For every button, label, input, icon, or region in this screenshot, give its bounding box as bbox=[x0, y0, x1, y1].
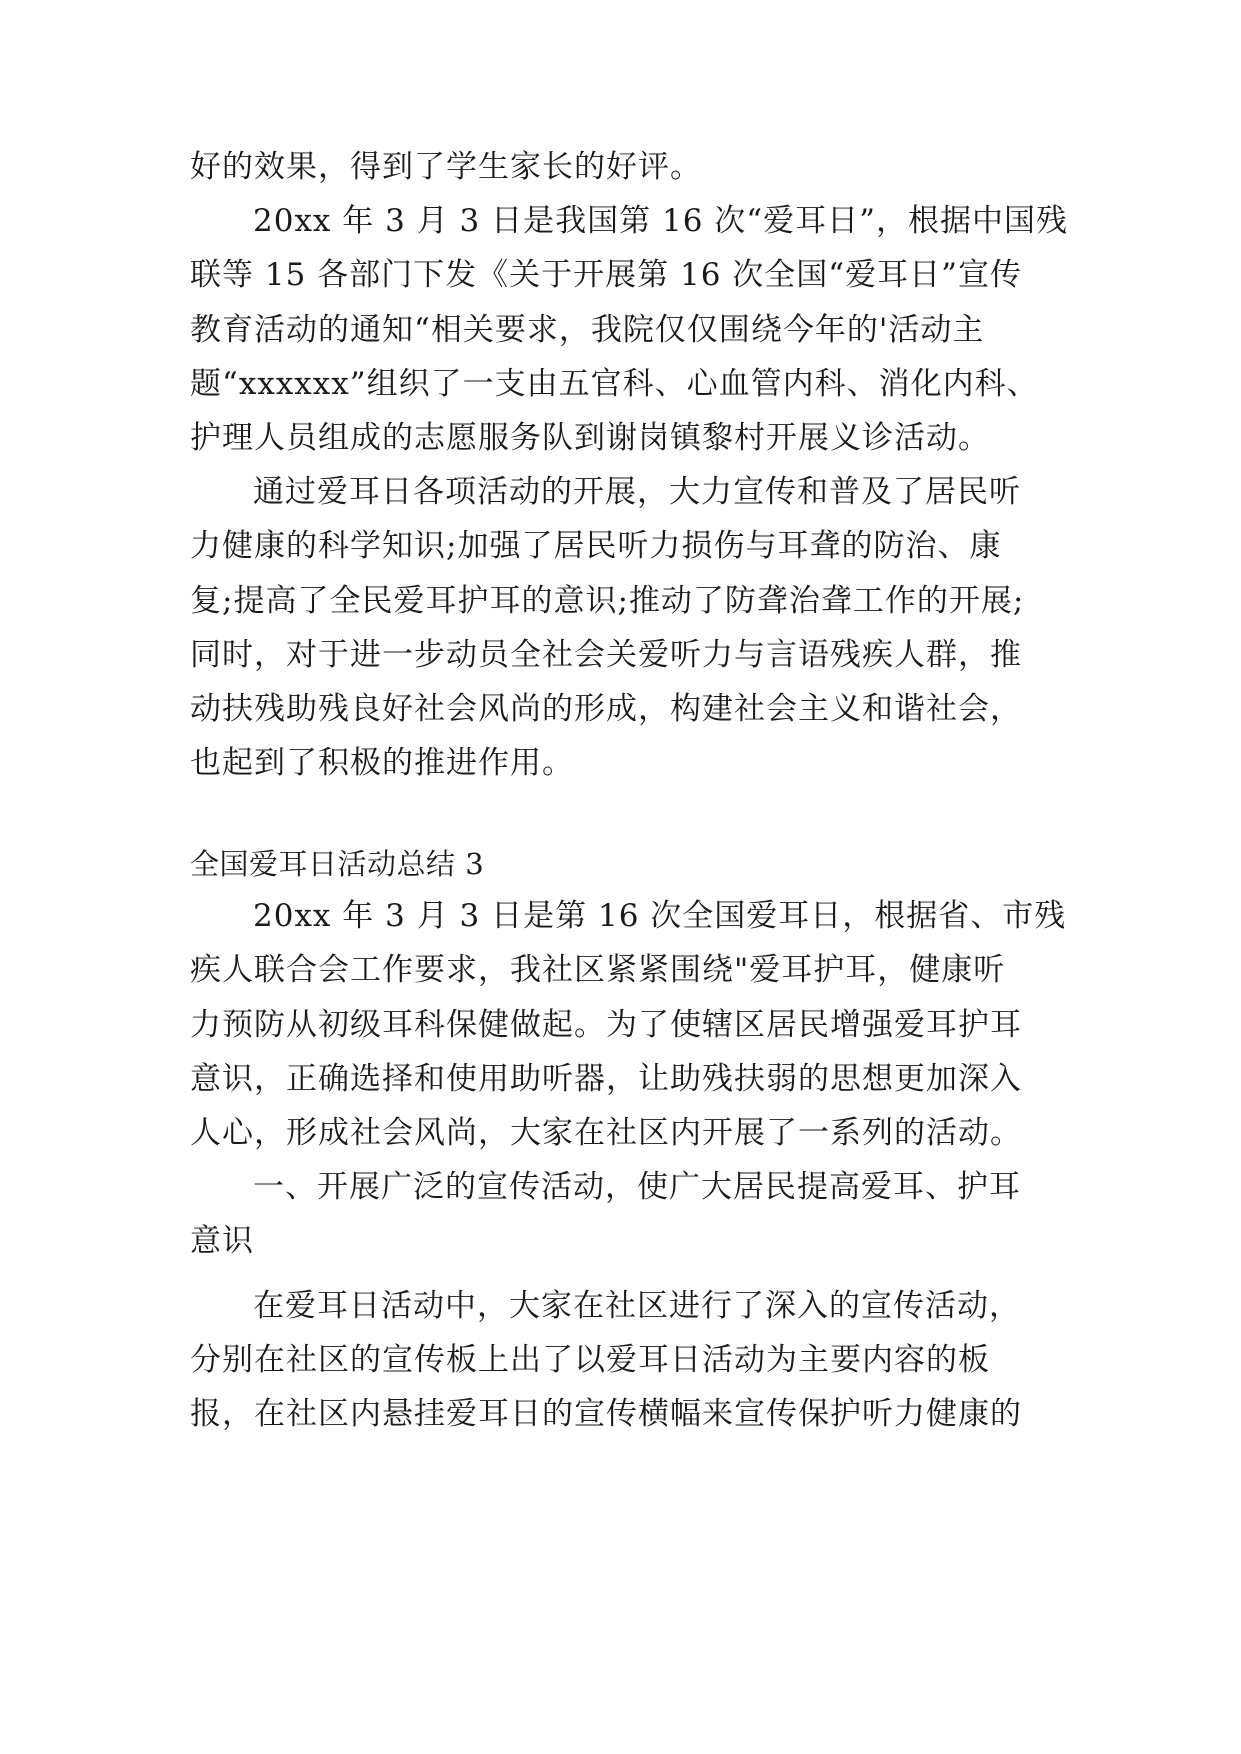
para2-line-2: 联等 15 各部门下发《关于开展第 16 次全国“爱耳日”宣传 bbox=[190, 257, 1023, 293]
para3-line-4: 同时，对于进一步动员全社会关爱听力与言语残疾人群，推 bbox=[190, 637, 1022, 673]
para3-line-2: 力健康的科学知识;加强了居民听力损伤与耳聋的防治、康 bbox=[190, 528, 1002, 564]
section-title: 全国爱耳日活动总结 3 bbox=[190, 847, 485, 881]
para3-line-6: 也起到了积极的推进作用。 bbox=[190, 745, 574, 781]
para3-line-3: 复;提高了全民爱耳护耳的意识;推动了防聋治聋工作的开展; bbox=[190, 583, 1025, 619]
para4-line-3: 力预防从初级耳科保健做起。为了使辖区居民增强爱耳护耳 bbox=[190, 1007, 1022, 1043]
para4-line-2: 疾人联合会工作要求，我社区紧紧围绕"爱耳护耳，健康听 bbox=[190, 952, 1006, 988]
para2-line-5: 护理人员组成的志愿服务队到谢岗镇黎村开展义诊活动。 bbox=[190, 420, 990, 456]
para1-line-1: 好的效果，得到了学生家长的好评。 bbox=[190, 149, 702, 185]
para2-line-1: 20xx 年 3 月 3 日是我国第 16 次“爱耳日”，根据中国残 bbox=[253, 203, 1068, 239]
para6-line-2: 分别在社区的宣传板上出了以爱耳日活动为主要内容的板 bbox=[190, 1342, 990, 1378]
para5-line-1: 一、开展广泛的宣传活动，使广大居民提高爱耳、护耳 bbox=[253, 1169, 1021, 1205]
para2-line-3: 教育活动的通知“相关要求，我院仅仅围绕今年的'活动主 bbox=[190, 312, 985, 348]
para3-line-5: 动扶残助残良好社会风尚的形成，构建社会主义和谐社会， bbox=[190, 691, 1022, 727]
para4-line-1: 20xx 年 3 月 3 日是第 16 次全国爱耳日，根据省、市残 bbox=[253, 898, 1067, 934]
para6-line-3: 报，在社区内悬挂爱耳日的宣传横幅来宣传保护听力健康的 bbox=[190, 1396, 1022, 1432]
para3-line-1: 通过爱耳日各项活动的开展，大力宣传和普及了居民听 bbox=[253, 474, 1021, 510]
para5-line-2: 意识 bbox=[190, 1223, 254, 1259]
para4-line-5: 人心，形成社会风尚，大家在社区内开展了一系列的活动。 bbox=[190, 1115, 1022, 1151]
para6-line-1: 在爱耳日活动中，大家在社区进行了深入的宣传活动， bbox=[253, 1288, 1021, 1324]
para2-line-4: 题“xxxxxx”组织了一支由五官科、心血管内科、消化内科、 bbox=[190, 366, 1039, 402]
para4-line-4: 意识，正确选择和使用助听器，让助残扶弱的思想更加深入 bbox=[190, 1061, 1022, 1097]
